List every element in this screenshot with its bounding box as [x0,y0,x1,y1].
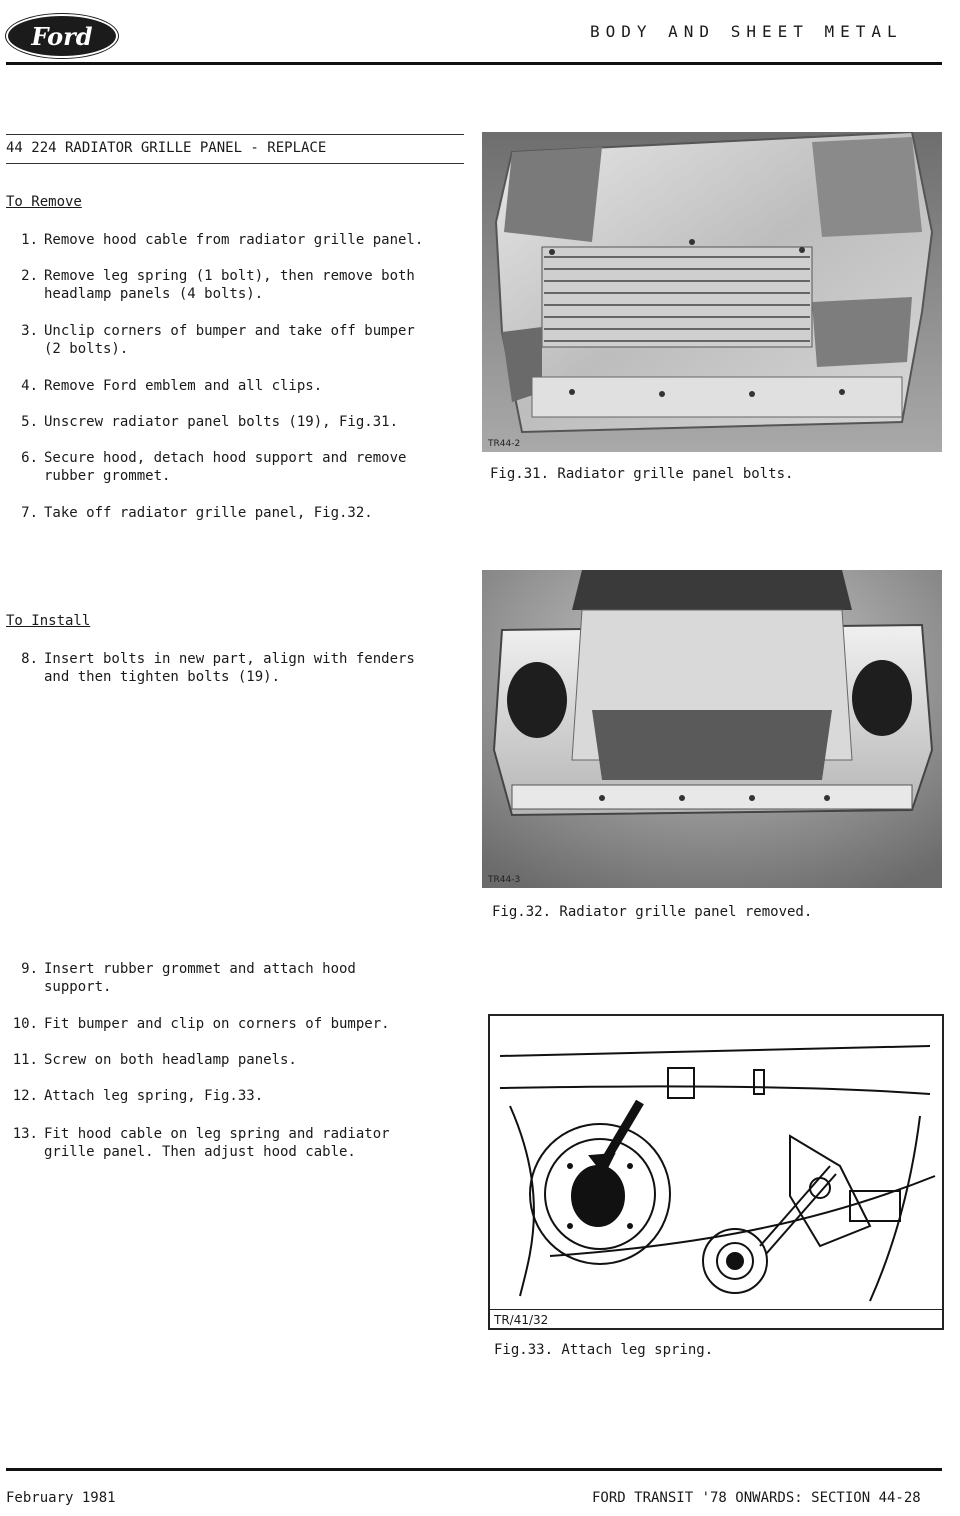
step-number: 11. [12,1052,38,1068]
step-11 [0,1051,297,1069]
step-number: 2. [21,268,38,284]
ford-logo [6,14,118,58]
step-number: 10. [12,1016,38,1032]
step-number: 7. [21,505,38,521]
step-number: 6. [21,450,38,466]
step-10 [0,1015,390,1033]
step-9 [0,960,356,996]
step-number: 1. [21,232,38,248]
step-text: grille panel. Then adjust hood cable. [44,1144,356,1160]
step-2 [0,267,415,303]
step-text: Secure hood, detach hood support and remove [44,450,407,466]
step-12 [0,1087,263,1105]
step-text: Screw on both headlamp panels. [44,1052,297,1068]
step-8 [0,650,415,686]
step-text: Remove hood cable from radiator grille panel. [44,232,424,248]
section-rule-top [6,134,464,135]
remove-heading: To Remove [6,194,82,210]
step-text: Take off radiator grille panel, Fig.32. [44,505,373,521]
step-7 [0,504,373,522]
fig32-caption: Fig.32. Radiator grille panel removed. [492,904,813,920]
step-13 [0,1125,390,1161]
step-text: Attach leg spring, Fig.33. [44,1088,264,1104]
footer-reference: FORD TRANSIT '78 ONWARDS: SECTION 44-28 [592,1490,921,1506]
step-text: Insert rubber grommet and attach hood [44,961,356,977]
step-text: Insert bolts in new part, align with fenders [44,651,415,667]
header-rule [6,62,942,65]
page-header-title: BODY AND SHEET METAL [590,22,903,41]
step-number: 3. [21,323,38,339]
fig33-caption: Fig.33. Attach leg spring. [494,1342,714,1358]
step-5 [0,413,398,431]
step-number: 12. [12,1088,38,1104]
step-number: 13. [12,1126,38,1142]
step-text: Fit hood cable on leg spring and radiator [44,1126,390,1142]
step-text: Unclip corners of bumper and take off bumper [44,323,415,339]
footer-rule [6,1468,942,1471]
step-text: rubber grommet. [44,468,171,484]
step-text: Remove leg spring (1 bolt), then remove both [44,268,415,284]
step-text: and then tighten bolts (19). [44,669,281,685]
step-3 [0,322,415,358]
fig32-ref: TR44-3 [488,875,521,885]
fig33-diagram [488,1014,944,1330]
step-text: support. [44,979,112,995]
fig33-ref: TR/41/32 [494,1313,549,1327]
install-heading: To Install [6,613,91,629]
step-text: Remove Ford emblem and all clips. [44,378,323,394]
step-number: 4. [21,378,38,394]
section-rule-bottom [6,163,464,164]
step-number: 5. [21,414,38,430]
step-number: 8. [21,651,38,667]
step-6 [0,449,406,485]
fig33-label-bar [490,1309,942,1328]
step-text: (2 bolts). [44,341,129,357]
step-text: Fit bumper and clip on corners of bumper. [44,1016,390,1032]
fig31-photo [482,132,942,452]
step-4 [0,377,322,395]
fig32-photo [482,570,942,888]
footer-date: February 1981 [6,1490,116,1506]
fig31-caption: Fig.31. Radiator grille panel bolts. [490,466,794,482]
step-number: 9. [21,961,38,977]
fig31-ref: TR44-2 [488,439,521,449]
step-text: headlamp panels (4 bolts). [44,286,264,302]
step-text: Unscrew radiator panel bolts (19), Fig.31. [44,414,399,430]
ford-logo-text: Ford [31,21,93,51]
section-title: 44 224 RADIATOR GRILLE PANEL - REPLACE [6,140,327,156]
step-1 [0,231,423,249]
